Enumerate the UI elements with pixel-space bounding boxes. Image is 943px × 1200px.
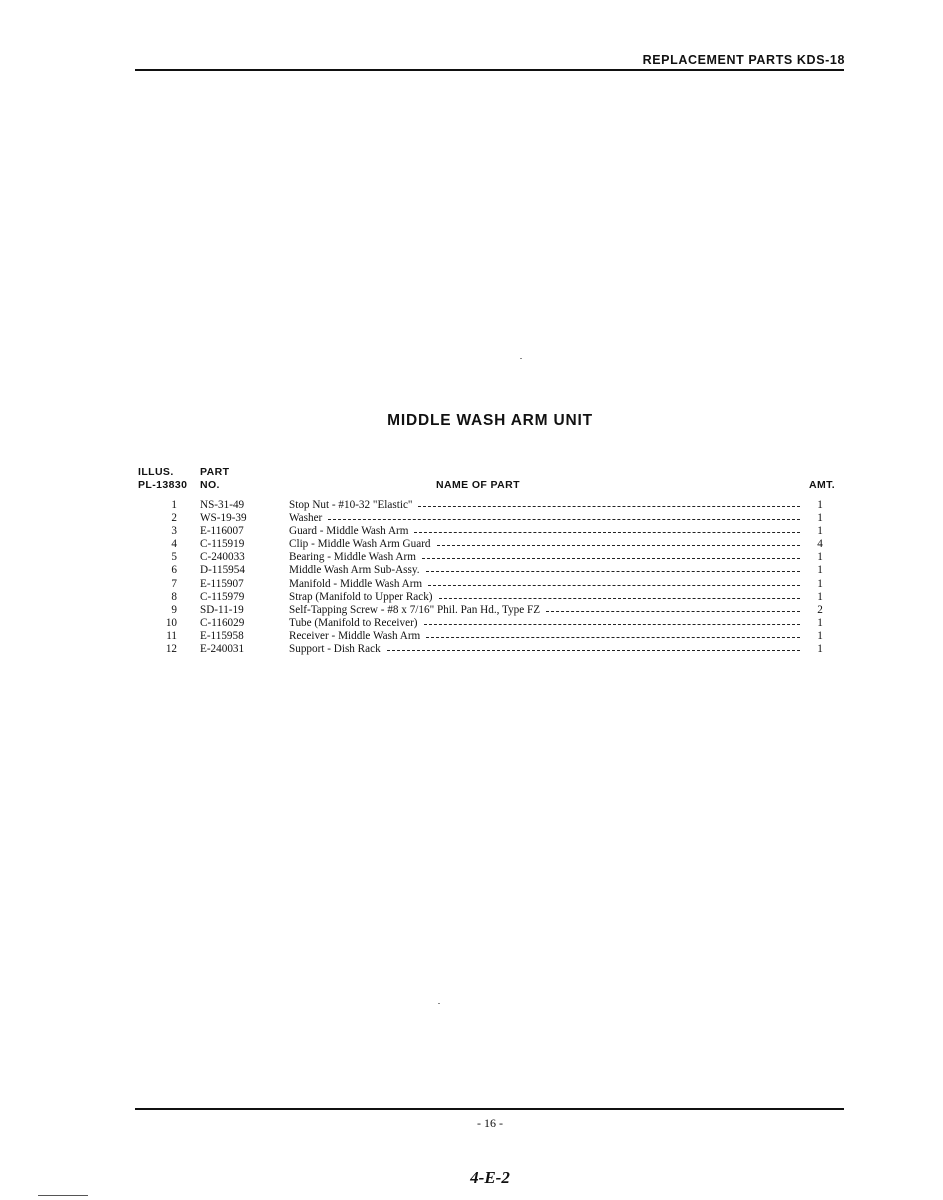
- illus-number: 12: [165, 643, 177, 656]
- illus-column-header: [138, 466, 187, 492]
- illus-number: 9: [171, 603, 177, 616]
- dashed-leader: [439, 598, 800, 599]
- part-number: SD-11-19: [200, 603, 244, 616]
- part-name: Self-Tapping Screw - #8 x 7/16" Phil. Pan Hd., Type FZ: [289, 603, 541, 616]
- illus-number: 5: [171, 551, 177, 564]
- part-number: C-116029: [200, 616, 245, 629]
- scan-edge-line: [38, 1195, 88, 1196]
- parts-table: [0, 499, 943, 656]
- dashed-leader: [424, 624, 800, 625]
- part-name: Receiver - Middle Wash Arm: [289, 629, 421, 642]
- table-row: [0, 525, 943, 538]
- scan-speck: [438, 1003, 440, 1004]
- table-row: [0, 630, 943, 643]
- handwritten-note: 4-E-2: [470, 1168, 510, 1187]
- table-row: [0, 578, 943, 591]
- part-name: Bearing - Middle Wash Arm: [289, 551, 416, 564]
- dashed-leader: [428, 585, 800, 586]
- header-rule: [135, 69, 844, 71]
- part-amount: 1: [817, 499, 823, 511]
- dashed-leader: [426, 637, 800, 638]
- table-row: [0, 591, 943, 604]
- part-amount: 1: [817, 616, 823, 629]
- table-row: [0, 564, 943, 577]
- illus-number: 8: [171, 590, 177, 603]
- part-name: Washer: [289, 512, 323, 525]
- dashed-leader: [328, 519, 800, 520]
- part-amount: 1: [817, 551, 823, 564]
- illus-number: 10: [165, 616, 177, 629]
- dashed-leader: [418, 506, 800, 507]
- table-row: [0, 617, 943, 630]
- part-amount: 1: [817, 564, 823, 577]
- dashed-leader: [422, 558, 800, 559]
- table-row: [0, 538, 943, 551]
- illus-number: 11: [166, 629, 177, 642]
- part-amount: 1: [817, 525, 823, 538]
- dashed-leader: [426, 571, 800, 572]
- illus-number: 2: [171, 512, 177, 525]
- part-name: Manifold - Middle Wash Arm: [289, 577, 423, 590]
- illus-header-line2: PL-13830: [138, 479, 188, 491]
- part-name: Middle Wash Arm Sub-Assy.: [289, 564, 420, 577]
- part-amount: 1: [817, 512, 823, 525]
- part-header-line2: NO.: [200, 479, 220, 491]
- part-amount: 2: [817, 603, 823, 616]
- illus-number: 7: [171, 577, 177, 590]
- part-name: Tube (Manifold to Receiver): [289, 616, 418, 629]
- dashed-leader: [414, 532, 800, 533]
- illus-header-line1: ILLUS.: [138, 466, 174, 478]
- table-row: [0, 512, 943, 525]
- part-number: C-240033: [200, 551, 245, 564]
- part-amount: 1: [817, 590, 823, 603]
- part-number: D-115954: [200, 564, 245, 577]
- part-amount: 1: [817, 629, 823, 642]
- table-row: [0, 604, 943, 617]
- part-amount: 1: [817, 577, 823, 590]
- part-amount: 4: [817, 538, 823, 551]
- illus-number: 6: [171, 564, 177, 577]
- amt-column-header: AMT.: [809, 479, 836, 491]
- illus-number: 1: [171, 499, 177, 511]
- part-column-header: [200, 466, 229, 492]
- part-name: Guard - Middle Wash Arm: [289, 525, 409, 538]
- part-amount: 1: [817, 643, 823, 656]
- document-header-title: REPLACEMENT PARTS KDS-18: [642, 53, 845, 67]
- part-number: E-116007: [200, 525, 244, 538]
- illus-number: 3: [171, 525, 177, 538]
- part-name: Clip - Middle Wash Arm Guard: [289, 538, 431, 551]
- dashed-leader: [546, 611, 800, 612]
- table-row: [0, 643, 943, 656]
- scan-speck: [520, 358, 522, 359]
- part-number: E-115907: [200, 577, 244, 590]
- table-row: [0, 551, 943, 564]
- part-header-line1: PART: [200, 466, 230, 478]
- part-number: C-115979: [200, 590, 245, 603]
- part-number: WS-19-39: [200, 512, 247, 525]
- footer-rule: [135, 1108, 844, 1110]
- illus-number: 4: [171, 538, 177, 551]
- part-name: Support - Dish Rack: [289, 643, 381, 656]
- part-number: NS-31-49: [200, 499, 245, 511]
- dashed-leader: [387, 650, 800, 651]
- part-name: Stop Nut - #10-32 "Elastic": [289, 499, 413, 511]
- part-number: E-240031: [200, 643, 245, 656]
- part-name: Strap (Manifold to Upper Rack): [289, 590, 433, 603]
- part-number: E-115958: [200, 629, 244, 642]
- part-number: C-115919: [200, 538, 245, 551]
- page-number: - 16 -: [477, 1116, 503, 1130]
- section-title: MIDDLE WASH ARM UNIT: [387, 412, 593, 429]
- name-column-header: NAME OF PART: [436, 479, 520, 491]
- dashed-leader: [437, 545, 800, 546]
- table-row: [0, 499, 943, 512]
